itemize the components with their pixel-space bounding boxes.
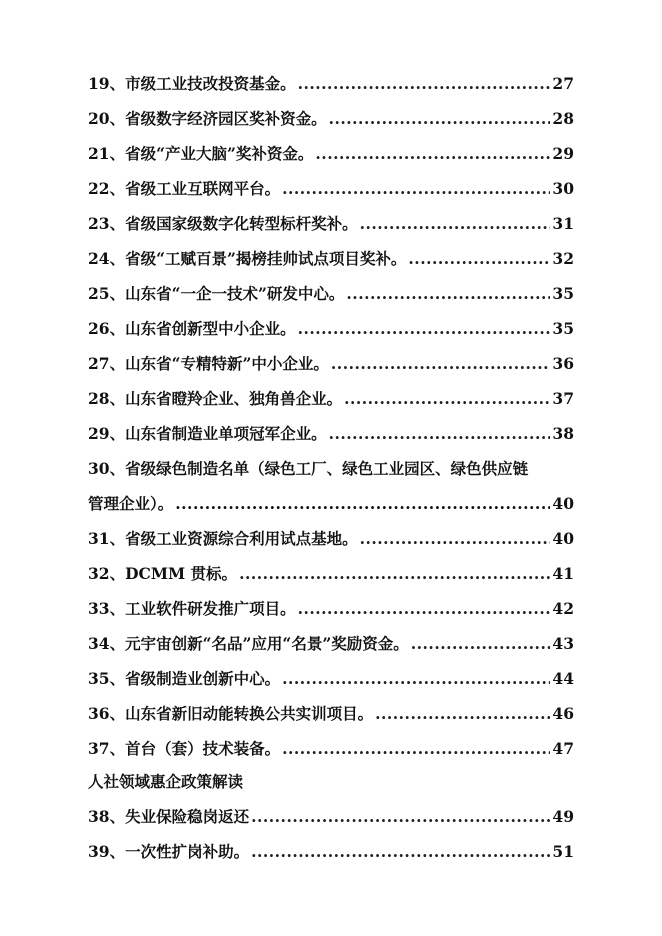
- toc-entry-title: 26、山东省创新型中小企业。: [88, 319, 296, 338]
- dot-leader: [251, 834, 550, 869]
- toc-entry-page: 27: [552, 74, 574, 93]
- toc-entry[interactable]: [88, 346, 574, 381]
- dot-leader: [360, 521, 551, 556]
- toc-entry-page: 51: [552, 842, 574, 861]
- toc-entry[interactable]: [88, 136, 574, 171]
- toc-entry-page: 31: [552, 214, 574, 233]
- toc-entry-title: 21、省级“产业大脑”奖补资金。: [88, 144, 314, 163]
- toc-entry-page: 36: [552, 354, 574, 373]
- dot-leader: [298, 591, 551, 626]
- toc-entry[interactable]: [88, 416, 574, 451]
- toc-entry-page: 32: [552, 249, 574, 268]
- toc-entry-title: 34、元宇宙创新“名品”应用“名景”奖励资金。: [88, 634, 409, 653]
- toc-entry[interactable]: [88, 591, 574, 626]
- dot-leader: [331, 346, 551, 381]
- toc-entry[interactable]: [88, 276, 574, 311]
- toc-entry[interactable]: [88, 206, 574, 241]
- toc-entry-title: 22、省级工业互联网平台。: [88, 179, 281, 198]
- dot-leader: [282, 661, 550, 696]
- toc-entry-title: 29、山东省制造业单项冠军企业。: [88, 424, 327, 443]
- toc-entry[interactable]: [88, 171, 574, 206]
- dot-leader: [344, 381, 550, 416]
- dot-leader: [298, 311, 551, 346]
- toc-entry-title: 25、山东省“一企一技术”研发中心。: [88, 284, 345, 303]
- toc-entry-title-line2: 管理企业）。: [88, 494, 174, 513]
- toc-entry-title: 39、一次性扩岗补助。: [88, 842, 250, 861]
- toc-entry-title: 24、省级“工赋百景”揭榜挂帅试点项目奖补。: [88, 249, 407, 268]
- toc-entry-page: 35: [552, 319, 574, 338]
- toc-entry[interactable]: [88, 626, 574, 661]
- toc-group-hr: [88, 799, 574, 869]
- toc-entry-title: 28、山东省瞪羚企业、独角兽企业。: [88, 389, 343, 408]
- toc-entry-page: 40: [552, 529, 574, 548]
- dot-leader: [282, 731, 550, 766]
- toc-entry[interactable]: [88, 661, 574, 696]
- dot-leader: [251, 799, 550, 834]
- toc-entry-page: 30: [552, 179, 574, 198]
- toc-entry-page: 47: [552, 739, 574, 758]
- toc-entry-page: 42: [552, 599, 574, 618]
- dot-leader: [329, 416, 551, 451]
- toc-entry[interactable]: [88, 241, 574, 276]
- toc-entry-page: 29: [552, 144, 574, 163]
- toc-entry-title: 36、山东省新旧动能转换公共实训项目。: [88, 704, 374, 723]
- toc-entry[interactable]: [88, 66, 574, 101]
- toc-entry[interactable]: [88, 521, 574, 556]
- table-of-contents: [88, 66, 574, 869]
- toc-entry[interactable]: [88, 834, 574, 869]
- toc-entry-title: 35、省级制造业创新中心。: [88, 669, 281, 688]
- toc-entry-30[interactable]: [88, 451, 574, 521]
- dot-leader: [239, 556, 550, 591]
- dot-leader: [346, 276, 550, 311]
- toc-entry-page: 49: [552, 807, 574, 826]
- toc-entry-page: 35: [552, 284, 574, 303]
- toc-entry-title: 38、失业保险稳岗返还: [88, 807, 250, 826]
- dot-leader: [282, 171, 550, 206]
- section-heading: 人社领域惠企政策解读: [88, 773, 244, 791]
- toc-group-industry-cont: [88, 521, 574, 766]
- dot-leader: [408, 241, 550, 276]
- dot-leader: [411, 626, 551, 661]
- toc-entry[interactable]: [88, 731, 574, 766]
- toc-entry[interactable]: [88, 311, 574, 346]
- dot-leader: [360, 206, 551, 241]
- toc-entry[interactable]: [88, 101, 574, 136]
- toc-entry-page: 44: [552, 669, 574, 688]
- toc-entry-page: 43: [552, 634, 574, 653]
- dot-leader: [375, 696, 550, 731]
- toc-entry-title: 23、省级国家级数字化转型标杆奖补。: [88, 214, 358, 233]
- toc-group-industry: [88, 66, 574, 451]
- dot-leader: [329, 101, 551, 136]
- toc-entry-page: 37: [552, 389, 574, 408]
- toc-entry-title: 31、省级工业资源综合利用试点基地。: [88, 529, 358, 548]
- dot-leader: [298, 66, 551, 101]
- toc-entry-page: 41: [552, 564, 574, 583]
- toc-entry-title: 20、省级数字经济园区奖补资金。: [88, 109, 327, 128]
- toc-entry[interactable]: [88, 799, 574, 834]
- toc-entry-page: 46: [552, 704, 574, 723]
- toc-entry-title: 19、市级工业技改投资基金。: [88, 74, 296, 93]
- toc-entry-page: 40: [552, 494, 574, 513]
- toc-entry-page: 28: [552, 109, 574, 128]
- toc-entry-title-line1: 30、省级绿色制造名单（绿色工厂、绿色工业园区、绿色供应链: [88, 459, 529, 478]
- toc-entry-title: 37、首台（套）技术装备。: [88, 739, 281, 758]
- toc-entry-title: 27、山东省“专精特新”中小企业。: [88, 354, 329, 373]
- toc-entry-title: 33、工业软件研发推广项目。: [88, 599, 296, 618]
- toc-entry[interactable]: [88, 696, 574, 731]
- toc-entry[interactable]: [88, 381, 574, 416]
- dot-leader: [315, 136, 550, 171]
- toc-entry-title: 32、DCMM 贯标。: [88, 564, 238, 583]
- toc-entry-page: 38: [552, 424, 574, 443]
- toc-entry[interactable]: [88, 556, 574, 591]
- dot-leader: [175, 486, 550, 521]
